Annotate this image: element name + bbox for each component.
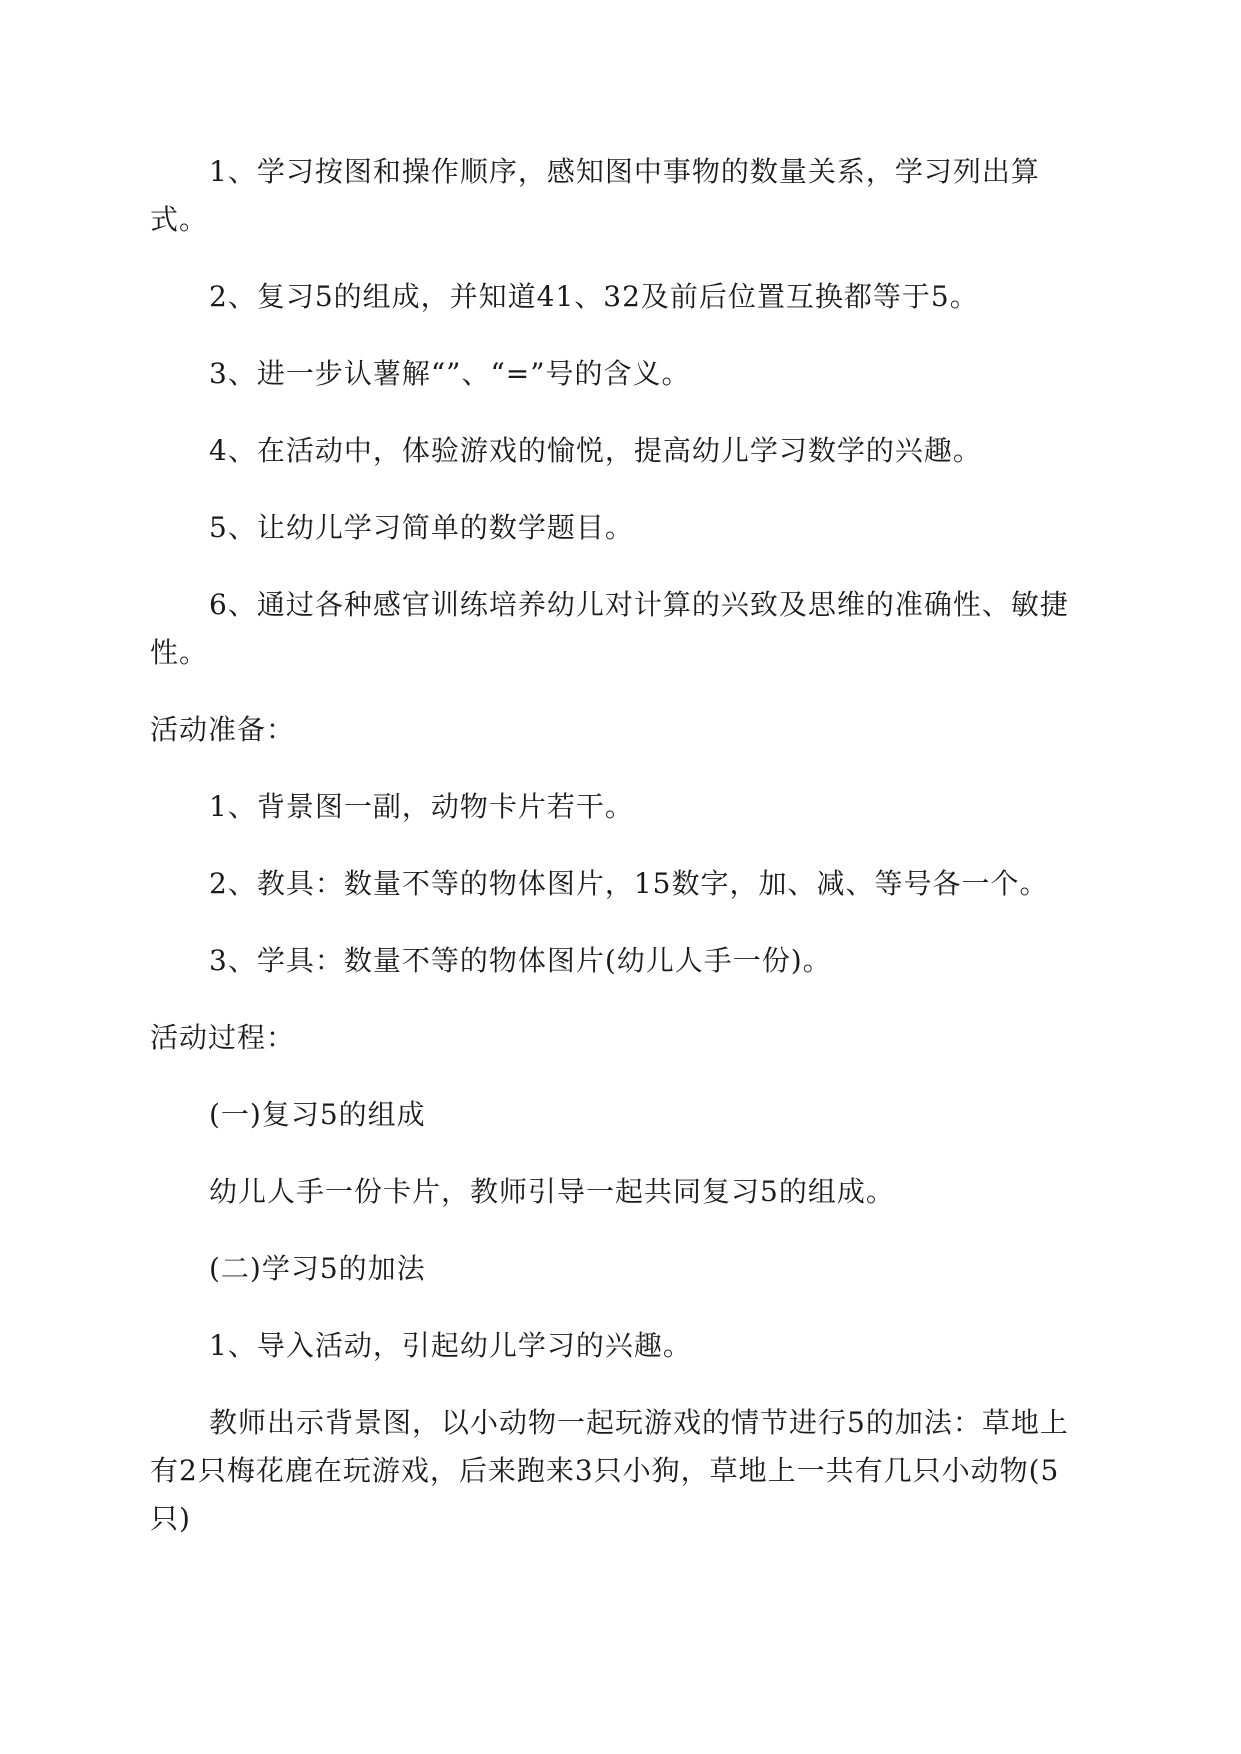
section-heading-process: 活动过程： [150,1021,296,1054]
objective-5: 5、让幼儿学习简单的数学题目。 [209,511,634,544]
objective-1: 1、学习按图和操作顺序，感知图中事物的数量关系，学习列出算式。 [150,155,1040,236]
objective-4: 4、在活动中，体验游戏的愉悦，提高幼儿学习数学的兴趣。 [209,434,982,467]
process-step-2-title: (二)学习5的加法 [209,1252,426,1285]
preparation-item-1: 1、背景图一副，动物卡片若干。 [209,790,634,823]
process-step-2-item-1: 1、导入活动，引起幼儿学习的兴趣。 [209,1329,692,1362]
section-heading-preparation: 活动准备： [150,713,296,746]
document-body [150,148,1085,1572]
process-step-1-body: 幼儿人手一份卡片，教师引导一起共同复习5的组成。 [209,1175,895,1208]
preparation-item-2: 2、教具：数量不等的物体图片，15数字，加、减、等号各一个。 [209,867,1049,900]
objective-6: 6、通过各种感官训练培养幼儿对计算的兴致及思维的准确性、敏捷性。 [150,588,1069,669]
preparation-item-3: 3、学具：数量不等的物体图片(幼儿人手一份)。 [209,944,832,977]
process-step-1-title: (一)复习5的组成 [209,1098,426,1131]
process-step-2-body: 教师出示背景图，以小动物一起玩游戏的情节进行5的加法：草地上有2只梅花鹿在玩游戏，后来跑来3只小狗，草地上一共有几只小动物(5只) [150,1406,1069,1535]
objective-3: 3、进一步认薯解“”、“=”号的含义。 [209,357,691,390]
objective-2: 2、复习5的组成，并知道41、32及前后位置互换都等于5。 [209,280,979,313]
